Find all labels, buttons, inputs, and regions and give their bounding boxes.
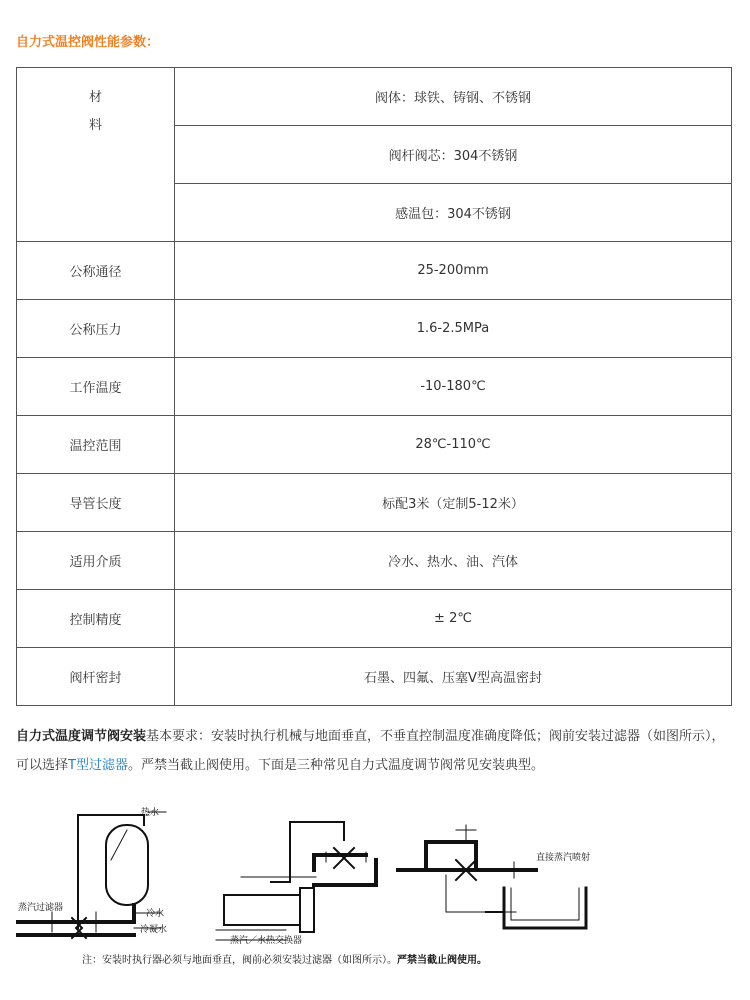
table-row bbox=[17, 590, 732, 648]
steam-filter-label: 蒸汽过滤器 bbox=[18, 903, 64, 913]
direct-steam-label: 直接蒸汽喷射 bbox=[536, 853, 591, 863]
condensate-label: 冷凝水 bbox=[140, 925, 168, 935]
material-value-cell: 阀体：球铁、铸钢、不锈钢 bbox=[175, 68, 732, 126]
row-label: 适用介质 bbox=[17, 532, 175, 590]
cold-water-label: 冷水 bbox=[146, 909, 165, 919]
material-value-cell: 阀杆阀芯：304不锈钢 bbox=[175, 126, 732, 184]
diagram-note bbox=[82, 953, 487, 966]
tank-diagram bbox=[16, 812, 166, 938]
t-filter-link[interactable]: T型过滤器 bbox=[68, 758, 128, 773]
material-label-line2: 料 bbox=[88, 118, 102, 133]
install-title: 自力式温度调节阀安装 bbox=[16, 729, 147, 744]
table-row bbox=[17, 300, 732, 358]
material-value-cell: 感温包：304不锈钢 bbox=[175, 184, 732, 242]
row-value: 1.6-2.5MPa bbox=[175, 300, 732, 358]
install-text-end: 。严禁当截止阀使用。下面是三种常见自力式温度调节阀常见安装典型。 bbox=[127, 758, 544, 773]
table-row bbox=[17, 648, 732, 706]
row-label: 阀杆密封 bbox=[17, 648, 175, 706]
row-label: 工作温度 bbox=[17, 358, 175, 416]
table-row bbox=[17, 68, 732, 126]
row-value: 28℃-110℃ bbox=[175, 416, 732, 474]
row-label: 导管长度 bbox=[17, 474, 175, 532]
install-instructions bbox=[16, 722, 736, 780]
row-value: 石墨、四氟、压塞V型高温密封 bbox=[175, 648, 732, 706]
hot-water-label: 热水 bbox=[141, 808, 160, 818]
spec-table bbox=[16, 67, 732, 706]
table-row bbox=[17, 474, 732, 532]
exchanger-diagram bbox=[216, 822, 376, 940]
table-row bbox=[17, 358, 732, 416]
diagram-note-bold: 严禁当截止阀使用。 bbox=[397, 955, 487, 966]
row-value: -10-180℃ bbox=[175, 358, 732, 416]
install-text: 基本要求：安装时执行机械与地面垂直，不垂直控制温度准确度降低；阀前安装过滤器（如图所示），可以选择 bbox=[16, 729, 725, 773]
table-row bbox=[17, 416, 732, 474]
row-label: 控制精度 bbox=[17, 590, 175, 648]
row-value: 冷水、热水、油、汽体 bbox=[175, 532, 732, 590]
section-heading: 自力式温控阀性能参数： bbox=[16, 35, 160, 50]
row-value: ± 2℃ bbox=[175, 590, 732, 648]
material-label-line1: 材 bbox=[88, 90, 102, 105]
material-label-cell bbox=[17, 68, 175, 242]
row-label: 公称压力 bbox=[17, 300, 175, 358]
row-value: 标配3米（定制5-12米） bbox=[175, 474, 732, 532]
table-row bbox=[17, 242, 732, 300]
direct-steam-diagram bbox=[398, 825, 586, 928]
row-label: 温控范围 bbox=[17, 416, 175, 474]
row-label: 公称通径 bbox=[17, 242, 175, 300]
table-row bbox=[17, 532, 732, 590]
installation-diagram bbox=[16, 800, 736, 980]
row-value: 25-200mm bbox=[175, 242, 732, 300]
diagram-note-text: 注：安装时执行器必须与地面垂直，阀前必须安装过滤器（如图所示）。 bbox=[82, 955, 397, 966]
exchanger-label: 蒸汽／水热交换器 bbox=[230, 936, 303, 946]
